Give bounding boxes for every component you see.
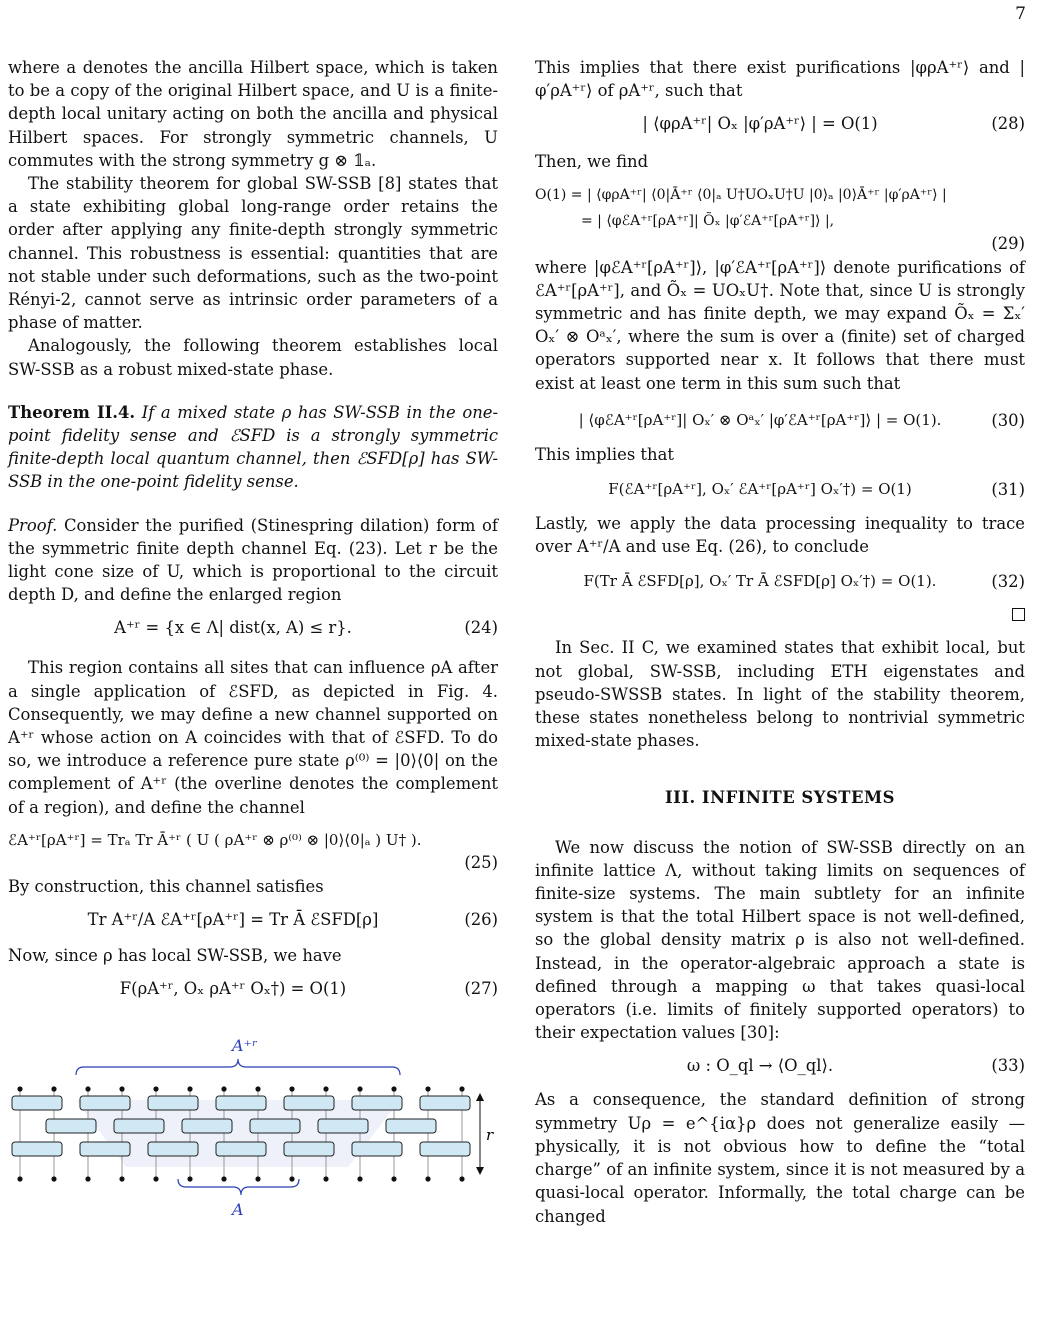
paragraph: where a denotes the ancilla Hilbert space, which is taken to be a copy of the original Hilbert space, and U is a finite-depth local unitary acting on both the ancilla and physical Hilbert spaces. For strongly symmetric channels, U commutes with the strong symmetry g ⊗ 𝟙ₐ.: [8, 58, 498, 170]
equation-29: O(1) = | ⟨φρA⁺ʳ| ⟨0|Ā⁺ʳ ⟨0|ₐ U†UOₓU†U |0⟩ₐ |0⟩Ā⁺ʳ |φ′ρA⁺ʳ⟩ | = | ⟨φℰA⁺ʳ[ρA⁺ʳ]| Õₓ |φ′ℰA⁺ʳ[ρA⁺ʳ]⟩ |, (29): [535, 186, 1025, 253]
unitary-gate: [148, 1142, 198, 1156]
unitary-gate: [148, 1096, 198, 1110]
unitary-gate: [318, 1119, 368, 1133]
unitary-gate: [420, 1096, 470, 1110]
site-dot: [289, 1177, 294, 1182]
theorem-text: If a mixed state ρ has SW-SSB in the one-point fidelity sense and ℰSFD is a strongly symmetric finite-depth local quantum channel, then ℰSFD[ρ] has SW-SSB in the one-point fidelity sense.: [8, 402, 498, 492]
proof-label: Proof.: [8, 515, 58, 535]
paragraph: This region contains all sites that can influence ρA after a single application of ℰSFD, as depicted in Fig. 4. Consequently, we may define a new channel supported on A⁺ʳ whose action on A coincides with that of ℰSFD. To do so, we introduce a reference pure state ρ⁽⁰⁾ = |0⟩⟨0| on the complement of A⁺ʳ (the overline denotes the complement of a region), and define the channel: [8, 658, 498, 817]
top-brace: [76, 1059, 400, 1075]
unitary-gate: [284, 1096, 334, 1110]
proof: [8, 514, 498, 607]
site-dot: [187, 1177, 192, 1182]
site-dot: [221, 1177, 226, 1182]
paragraph: where |φℰA⁺ʳ[ρA⁺ʳ]⟩, |φ′ℰA⁺ʳ[ρA⁺ʳ]⟩ denote purifications of ℰA⁺ʳ[ρA⁺ʳ], and Õₓ = UOₓU†. Note that, since U is strongly symmetric and has finite depth, we may expand Õₓ = Σₓ′ Oₓ′ ⊗ Oᵃₓ′, where the sum is over a (finite) set of charged operators supported near x. It follows that there must exist at least one term in this sum such that: [535, 257, 1025, 393]
site-dot: [119, 1087, 124, 1092]
light-cone-figure: [8, 1023, 498, 1243]
site-dot: [17, 1177, 22, 1182]
section-title: III. INFINITE SYSTEMS: [665, 788, 895, 808]
unitary-gate: [114, 1119, 164, 1133]
equation-33: ω : O_ql → ⟨O_ql⟩. (33): [686, 1056, 1025, 1076]
site-dot: [391, 1087, 396, 1092]
paragraph: Lastly, we apply the data processing inequality to trace over A⁺ʳ/A and use Eq. (26), to conclude: [535, 514, 1025, 557]
theorem-label: Theorem II.4.: [8, 402, 136, 422]
site-dot: [221, 1087, 226, 1092]
equation-26: Tr A⁺ʳ/A ℰA⁺ʳ[ρA⁺ʳ] = Tr Ā ℰSFD[ρ] (26): [87, 910, 498, 930]
paragraph: This implies that: [535, 444, 674, 464]
paragraph: By construction, this channel satisfies: [8, 876, 324, 896]
equation-32: F(Tr Ā ℰSFD[ρ], Oₓ′ Tr Ā ℰSFD[ρ] Oₓ′†) = O(1). (32): [583, 572, 1025, 592]
site-dot: [391, 1177, 396, 1182]
site-dot: [85, 1177, 90, 1182]
site-dot: [459, 1087, 464, 1092]
site-dot: [323, 1177, 328, 1182]
site-dot: [119, 1177, 124, 1182]
unitary-gate: [250, 1119, 300, 1133]
paragraph: Now, since ρ has local SW-SSB, we have: [8, 946, 342, 966]
depth-label: r: [486, 1126, 494, 1145]
site-dot: [425, 1177, 430, 1182]
site-dot: [255, 1087, 260, 1092]
site-dot: [357, 1177, 362, 1182]
unitary-gate: [80, 1142, 130, 1156]
site-dot: [255, 1177, 260, 1182]
right-column: [535, 56, 1025, 1228]
unitary-gate: [46, 1119, 96, 1133]
unitary-gate: [80, 1096, 130, 1110]
site-dot: [187, 1087, 192, 1092]
paragraph: Then, we find: [535, 152, 649, 172]
bottom-brace: [178, 1179, 299, 1195]
equation-31: F(ℰA⁺ʳ[ρA⁺ʳ], Oₓ′ ℰA⁺ʳ[ρA⁺ʳ] Oₓ′†) = O(1) (31): [608, 480, 1025, 500]
page-number: 7: [1015, 4, 1026, 24]
unitary-gate: [182, 1119, 232, 1133]
site-dot: [425, 1087, 430, 1092]
paragraph: The stability theorem for global SW-SSB [8] states that a state exhibiting global long-range order retains the order after applying any finite-depth strongly symmetric channel. This robustness is essential: quantities that are not stable under such deformations, such as the two-point Rényi-2, cannot serve as intrinsic order parameters of a phase of matter.: [8, 174, 498, 333]
site-dot: [85, 1087, 90, 1092]
site-dot: [17, 1087, 22, 1092]
site-dot: [357, 1087, 362, 1092]
unitary-gate: [12, 1096, 62, 1110]
theorem: [8, 401, 498, 494]
paragraph: As a consequence, the standard definition of strong symmetry Uρ = e^{iα}ρ does not generalize easily — physically, it is not obvious how to define the “total charge” of an infinite system, since it is not measured by a quasi-local operator. Informally, the total charge can be changed: [535, 1090, 1025, 1226]
proof-text: Consider the purified (Stinespring dilation) form of the symmetric finite depth channel Eq. (23). Let r be the light cone size of U, which is proportional to the circuit depth D, and define the enlarged region: [8, 515, 498, 605]
unitary-gate: [284, 1142, 334, 1156]
equation-25: ℰA⁺ʳ[ρA⁺ʳ] = Trₐ Tr Ā⁺ʳ ( U ( ρA⁺ʳ ⊗ ρ⁽⁰⁾ ⊗ |0⟩⟨0|ₐ ) U† ). (25): [8, 830, 498, 872]
site-dot: [323, 1087, 328, 1092]
unitary-gate: [216, 1096, 266, 1110]
site-dot: [51, 1087, 56, 1092]
unitary-gate: [352, 1142, 402, 1156]
site-dot: [459, 1177, 464, 1182]
bottom-label: A: [232, 1200, 244, 1220]
unitary-gate: [386, 1119, 436, 1133]
paragraph: We now discuss the notion of SW-SSB directly on an infinite lattice Λ, without taking limits on sequences of finite-size systems. The main subtlety for an infinite system is that the total Hilbert space is not well-defined, so the global density matrix ρ is also not well-defined. Instead, in the operator-algebraic approach a state is defined through a mapping ω that takes quasi-local operators (i.e. limits of finitely supported operators) to their expectation values [30]:: [535, 837, 1025, 1043]
equation-27: F(ρA⁺ʳ, Oₓ ρA⁺ʳ Oₓ†) = O(1) (27): [119, 979, 498, 999]
top-label: A⁺ʳ: [232, 1036, 258, 1056]
paragraph: In Sec. II C, we examined states that exhibit local, but not global, SW-SSB, including ETH eigenstates and pseudo-SWSSB states. In light of the stability theorem, these states nonetheless belong to nontrivial symmetric mixed-state phases.: [535, 638, 1025, 751]
unitary-gate: [216, 1142, 266, 1156]
equation-30: | ⟨φℰA⁺ʳ[ρA⁺ʳ]| Oₓ′ ⊗ Oᵃₓ′ |φ′ℰA⁺ʳ[ρA⁺ʳ]⟩ | = O(1). (30): [578, 410, 1025, 430]
left-column: [8, 56, 498, 1243]
site-dot: [153, 1087, 158, 1092]
unitary-gate: [420, 1142, 470, 1156]
paragraph: Analogously, the following theorem establishes local SW-SSB as a robust mixed-state phase.: [8, 336, 498, 379]
site-dot: [153, 1177, 158, 1182]
unitary-gate: [352, 1096, 402, 1110]
unitary-gate: [12, 1142, 62, 1156]
qed-box: [535, 604, 1025, 630]
circuit-diagram: [8, 1023, 498, 1223]
paragraph: This implies that there exist purifications |φρA⁺ʳ⟩ and |φ′ρA⁺ʳ⟩ of ρA⁺ʳ, such that: [535, 58, 1025, 101]
equation-28: | ⟨φρA⁺ʳ| Oₓ |φ′ρA⁺ʳ⟩ | = O(1) (28): [642, 114, 1025, 134]
site-dot: [289, 1087, 294, 1092]
site-dot: [51, 1177, 56, 1182]
equation-24: A⁺ʳ = {x ∈ Λ| dist(x, A) ≤ r}. (24): [114, 618, 498, 638]
